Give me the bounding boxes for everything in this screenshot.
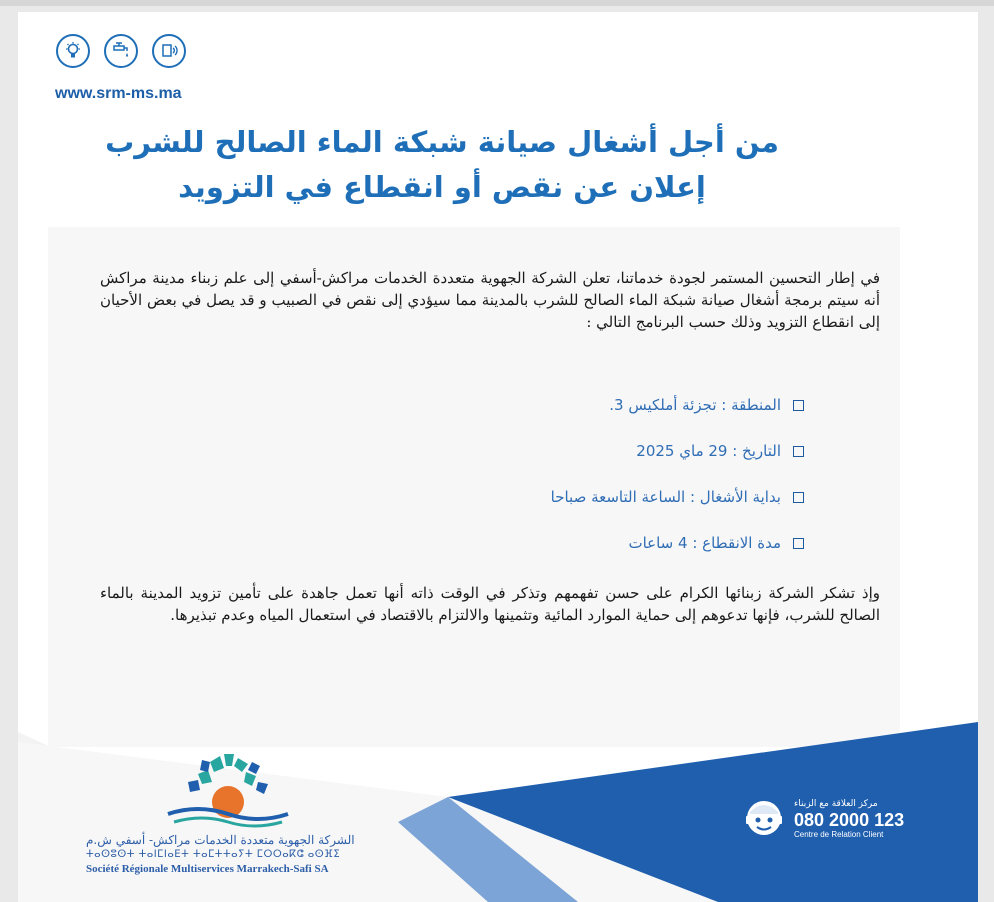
checkbox-icon (793, 492, 804, 503)
page-title (92, 120, 792, 210)
details-list (304, 382, 804, 566)
title-line-1: من أجل أشغال صيانة شبكة الماء الصالح للشرب (105, 125, 779, 159)
company-name-tifinagh: ⵜⴰⵙⵓⵙⵜ ⵜⴰⵏⵎⵏⴰⴹⵜ ⵜⴰⵎⵜⵜⴰⵢⵜ ⵎⵔⵔⴰⴽⵛ ⴰⵙⴼⵉ (86, 849, 341, 860)
title-line-2: إعلان عن نقص أو انقطاع في التزويد (178, 170, 706, 204)
checkbox-icon (793, 400, 804, 411)
contact-label-fr: Centre de Relation Client (794, 829, 884, 839)
company-logo (158, 752, 298, 832)
detail-start-time: بداية الأشغال : الساعة التاسعة صباحا (304, 474, 804, 520)
company-name-ar: الشركة الجهوية متعددة الخدمات مراكش- أسفي ش.م (86, 833, 355, 847)
telecom-icon (152, 34, 186, 68)
detail-duration: مدة الانقطاع : 4 ساعات (304, 520, 804, 566)
company-name (86, 832, 386, 876)
checkbox-icon (793, 538, 804, 549)
checkbox-icon (793, 446, 804, 457)
content-panel (48, 227, 900, 747)
closing-paragraph: وإذ تشكر الشركة زبنائها الكرام على حسن تفهمهم وتذكر في الوقت ذاته أنها تعمل جاهدة على تأمين تزويد المدينة بالماء الصالح للشرب، فإنها تدعوهم إلى حماية الموارد المائية وتثمينها والالتزام بالاقتصاد في استعمال المياه وعدم تبذيرها. (100, 584, 880, 624)
contact-phone-number[interactable]: 080 2000 123 (794, 809, 905, 830)
service-icons (56, 34, 186, 68)
intro-paragraph: في إطار التحسين المستمر لجودة خدماتنا، تعلن الشركة الجهوية متعددة الخدمات مراكش-أسفي إلى علم زبناء مدينة مراكش أنه سيتم برمجة أشغال صيانة شبكة الماء الصالح للشرب بالمدينة مما سيؤدي إلى نقص في الصبيب و قد يصل في بعض الأحيان إلى انقطاع التزويد وذلك حسب البرنامج التالي : (100, 269, 880, 331)
mascot-icon (744, 796, 784, 842)
company-name-fr: Société Régionale Multiservices Marrakech-Safi SA (86, 863, 329, 875)
website-url[interactable]: www.srm-ms.ma (55, 85, 182, 102)
top-border (0, 0, 994, 6)
contact-label-ar: مركز العلاقة مع الزبناء (794, 798, 878, 809)
electricity-icon (56, 34, 90, 68)
detail-date: التاريخ : 29 ماي 2025 (304, 428, 804, 474)
water-tap-icon (104, 34, 138, 68)
detail-zone: المنطقة : تجزئة أملكيس 3. (304, 382, 804, 428)
announcement-page (18, 12, 978, 902)
customer-contact (744, 796, 904, 842)
